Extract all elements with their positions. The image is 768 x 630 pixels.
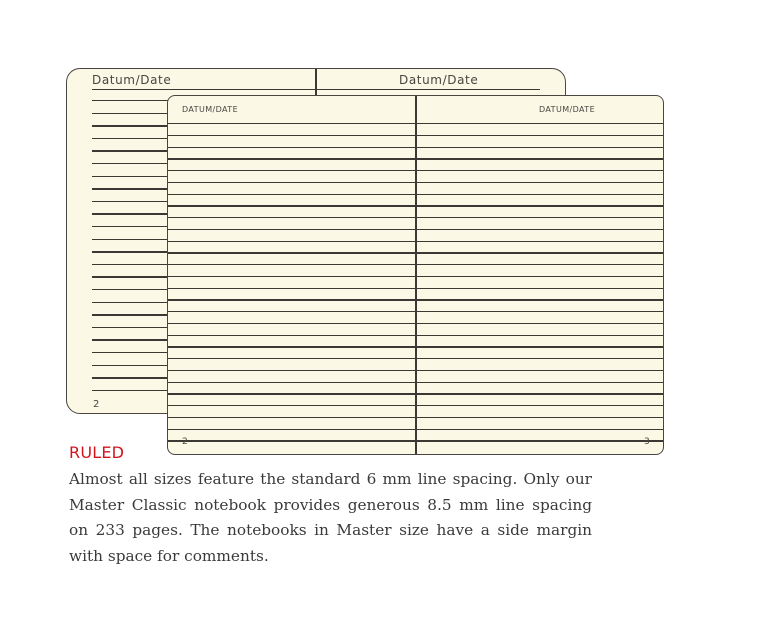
front-rule-line bbox=[168, 217, 415, 218]
front-rule-line bbox=[168, 417, 415, 418]
front-rule-line bbox=[168, 123, 415, 124]
back-rule-line bbox=[92, 352, 171, 353]
front-rule-line bbox=[168, 276, 415, 277]
front-rule-line bbox=[416, 229, 664, 230]
back-rule-line bbox=[92, 239, 171, 240]
front-rule-line bbox=[168, 264, 415, 265]
back-rule-line bbox=[92, 100, 171, 101]
front-rule-line bbox=[168, 440, 415, 441]
back-rule-line bbox=[92, 188, 171, 189]
front-rule-line bbox=[416, 323, 664, 324]
front-rule-line bbox=[168, 346, 415, 347]
front-rule-line bbox=[416, 158, 664, 159]
front-rule-line bbox=[416, 288, 664, 289]
back-rule-line bbox=[92, 176, 171, 177]
back-rule-line bbox=[92, 327, 171, 328]
front-rule-line bbox=[168, 288, 415, 289]
back-rule-line bbox=[92, 201, 171, 202]
front-right-page-number: 3 bbox=[644, 437, 650, 447]
front-rule-line bbox=[168, 182, 415, 183]
back-rule-line bbox=[92, 251, 171, 252]
back-right-date-header: Datum/Date bbox=[399, 73, 479, 87]
front-rule-line bbox=[168, 323, 415, 324]
back-rule-line bbox=[92, 113, 171, 114]
back-rule-line bbox=[92, 163, 171, 164]
front-rule-line bbox=[168, 335, 415, 336]
front-rule-line bbox=[416, 123, 664, 124]
back-rule-line bbox=[92, 150, 171, 151]
back-rule-line bbox=[92, 125, 171, 126]
front-rule-line bbox=[168, 299, 415, 300]
front-rule-line bbox=[168, 170, 415, 171]
section-title: RULED bbox=[69, 443, 125, 462]
back-rule-line bbox=[92, 213, 171, 214]
front-rule-line bbox=[416, 429, 664, 430]
front-left-page-number: 2 bbox=[182, 437, 188, 447]
front-rule-line bbox=[416, 170, 664, 171]
front-rule-line bbox=[416, 299, 664, 300]
front-rule-line bbox=[416, 417, 664, 418]
back-rule-line bbox=[92, 339, 171, 340]
front-rule-line bbox=[416, 252, 664, 253]
front-rule-line bbox=[416, 205, 664, 206]
front-rule-line bbox=[168, 147, 415, 148]
back-rule-line bbox=[92, 365, 171, 366]
front-rule-line bbox=[168, 405, 415, 406]
back-rule-line bbox=[92, 377, 171, 378]
front-rule-line bbox=[416, 264, 664, 265]
front-notebook bbox=[167, 95, 664, 455]
back-left-page-number: 2 bbox=[93, 399, 100, 410]
front-rule-line bbox=[168, 311, 415, 312]
front-right-date-header: DATUM/DATE bbox=[539, 105, 596, 114]
front-left-date-header: DATUM/DATE bbox=[182, 105, 239, 114]
front-rule-line bbox=[168, 241, 415, 242]
front-rule-line bbox=[416, 393, 664, 394]
back-rule-line bbox=[92, 276, 171, 277]
front-rule-line bbox=[168, 229, 415, 230]
back-rule-line bbox=[92, 314, 171, 315]
back-rule-line bbox=[92, 138, 171, 139]
front-rule-line bbox=[168, 358, 415, 359]
back-header-rule-line bbox=[92, 89, 540, 90]
front-rule-line bbox=[416, 335, 664, 336]
front-rule-line bbox=[168, 194, 415, 195]
back-rule-line bbox=[92, 226, 171, 227]
front-rule-line bbox=[416, 370, 664, 371]
front-rule-line bbox=[168, 429, 415, 430]
front-rule-line bbox=[416, 358, 664, 359]
front-rule-line bbox=[168, 393, 415, 394]
front-rule-line bbox=[416, 182, 664, 183]
front-rule-line bbox=[168, 252, 415, 253]
front-rule-line bbox=[168, 370, 415, 371]
front-rule-line bbox=[416, 346, 664, 347]
front-rule-line bbox=[168, 382, 415, 383]
front-rule-line bbox=[168, 135, 415, 136]
front-rule-line bbox=[416, 135, 664, 136]
front-rule-line bbox=[416, 194, 664, 195]
front-rule-line bbox=[416, 405, 664, 406]
back-rule-line bbox=[92, 289, 171, 290]
front-rule-line bbox=[416, 241, 664, 242]
back-rule-line bbox=[92, 264, 171, 265]
section-description: Almost all sizes feature the standard 6 mm line spacing. Only our Master Classic notebook provides generous 8.5 mm line spacing on 233 pages. The notebooks in Master size have a side margin with space for comments. bbox=[69, 470, 592, 565]
front-rule-line bbox=[416, 311, 664, 312]
front-rule-line bbox=[416, 276, 664, 277]
front-rule-line bbox=[416, 147, 664, 148]
back-rule-line bbox=[92, 390, 171, 391]
front-rule-line bbox=[168, 158, 415, 159]
front-rule-line bbox=[416, 440, 664, 441]
back-left-date-header: Datum/Date bbox=[92, 73, 172, 87]
back-rule-line bbox=[92, 302, 171, 303]
front-rule-line bbox=[416, 382, 664, 383]
front-rule-line bbox=[416, 217, 664, 218]
front-rule-line bbox=[168, 205, 415, 206]
